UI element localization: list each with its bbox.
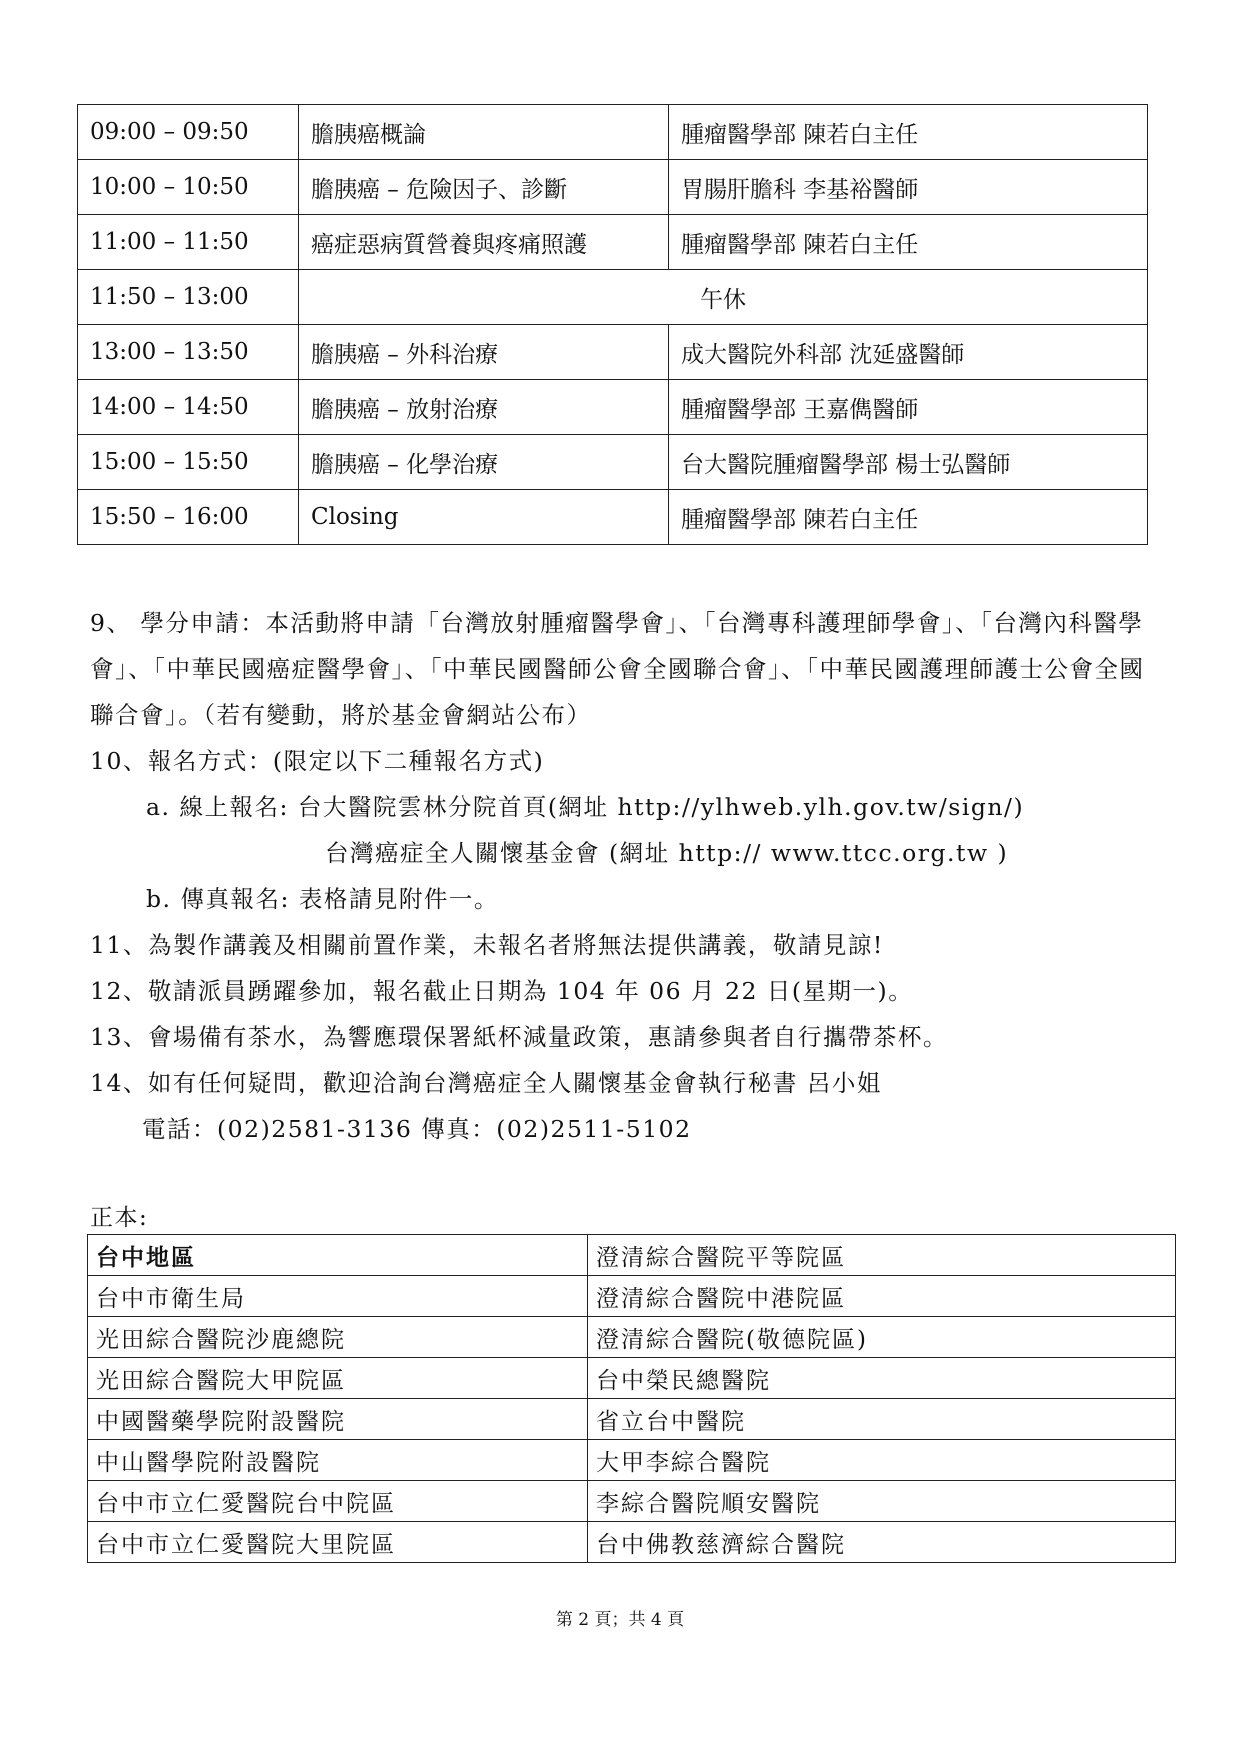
table-row (88, 1358, 1176, 1399)
cc-label: 正本: (90, 1205, 149, 1231)
session-topic: 膽胰癌概論 (299, 105, 669, 160)
session-time: 13:00 – 13:50 (78, 325, 299, 380)
cc-recipient: 省立台中醫院 (588, 1399, 1176, 1440)
notes-section (90, 600, 1150, 1152)
table-row (78, 160, 1148, 215)
table-row (78, 380, 1148, 435)
cc-recipient: 台中榮民總醫院 (588, 1358, 1176, 1399)
note-online-registration-alt: 台灣癌症全人關懷基金會 (網址 http:// www.ttcc.org.tw ) (325, 839, 1009, 867)
table-row (78, 490, 1148, 545)
note-contact: 電話：(02)2581-3136 傳真：(02)2511-5102 (142, 1115, 692, 1143)
session-speaker: 台大醫院腫瘤醫學部 楊士弘醫師 (669, 435, 1148, 490)
session-topic: 膽胰癌 – 放射治療 (299, 380, 669, 435)
table-row (88, 1440, 1176, 1481)
note-registration-method: 10、報名方式：(限定以下二種報名方式) (90, 747, 545, 775)
note-credit-application: 9、 學分申請：本活動將申請「台灣放射腫瘤醫學會」、「台灣專科護理師學會」、「台灣內科醫學會」、「中華民國癌症醫學會」、「中華民國醫師公會全國聯合會」、「中華民國護理師護士公會全國聯合會」。（若有變動，將於基金會網站公布） (90, 609, 1145, 729)
table-row (78, 435, 1148, 490)
session-speaker: 成大醫院外科部 沈延盛醫師 (669, 325, 1148, 380)
session-topic: Closing (299, 490, 669, 545)
note-inquiry: 14、如有任何疑問，歡迎洽詢台灣癌症全人關懷基金會執行秘書 呂小姐 (90, 1069, 882, 1097)
table-row (88, 1235, 1176, 1276)
session-speaker: 腫瘤醫學部 陳若白主任 (669, 105, 1148, 160)
session-time: 15:00 – 15:50 (78, 435, 299, 490)
cc-recipient: 光田綜合醫院大甲院區 (88, 1358, 588, 1399)
table-row (88, 1317, 1176, 1358)
cc-recipient: 中山醫學院附設醫院 (88, 1440, 588, 1481)
cc-recipient: 中國醫藥學院附設醫院 (88, 1399, 588, 1440)
cc-recipient: 澄清綜合醫院(敬德院區) (588, 1317, 1176, 1358)
session-topic: 膽胰癌 – 外科治療 (299, 325, 669, 380)
cc-table (87, 1234, 1176, 1563)
session-time: 09:00 – 09:50 (78, 105, 299, 160)
session-time: 11:00 – 11:50 (78, 215, 299, 270)
table-row (78, 215, 1148, 270)
session-topic: 癌症惡病質營養與疼痛照護 (299, 215, 669, 270)
session-time: 11:50 – 13:00 (78, 270, 299, 325)
note-online-registration: a. 線上報名: 台大醫院雲林分院首頁(網址 http://ylhweb.ylh.gov.tw/sign/) (146, 793, 1025, 821)
table-row (78, 270, 1148, 325)
session-time: 10:00 – 10:50 (78, 160, 299, 215)
table-row (88, 1276, 1176, 1317)
cc-recipient: 李綜合醫院順安醫院 (588, 1481, 1176, 1522)
lunch-break: 午休 (299, 270, 1148, 325)
table-row (78, 325, 1148, 380)
note-handouts: 11、為製作講義及相關前置作業，未報名者將無法提供講義，敬請見諒! (90, 931, 884, 959)
session-topic: 膽胰癌 – 危險因子、診斷 (299, 160, 669, 215)
cc-recipient: 台中佛教慈濟綜合醫院 (588, 1522, 1176, 1563)
cc-region-heading: 台中地區 (88, 1235, 588, 1276)
cc-recipient: 澄清綜合醫院中港院區 (588, 1276, 1176, 1317)
table-row (88, 1522, 1176, 1563)
session-speaker: 腫瘤醫學部 陳若白主任 (669, 215, 1148, 270)
cc-recipient: 光田綜合醫院沙鹿總院 (88, 1317, 588, 1358)
note-fax-registration: b. 傳真報名: 表格請見附件一。 (146, 885, 499, 913)
table-row (78, 105, 1148, 160)
note-deadline: 12、敬請派員踴躍參加，報名截止日期為 104 年 06 月 22 日(星期一)。 (90, 977, 914, 1005)
session-topic: 膽胰癌 – 化學治療 (299, 435, 669, 490)
session-speaker: 腫瘤醫學部 王嘉儁醫師 (669, 380, 1148, 435)
cc-recipient: 台中市衛生局 (88, 1276, 588, 1317)
session-time: 14:00 – 14:50 (78, 380, 299, 435)
session-speaker: 腫瘤醫學部 陳若白主任 (669, 490, 1148, 545)
page-footer: 第 2 頁；共 4 頁 (555, 1610, 685, 1630)
schedule-table (77, 104, 1148, 545)
table-row (88, 1481, 1176, 1522)
note-cups: 13、會場備有茶水，為響應環保署紙杯減量政策，惠請參與者自行攜帶茶杯。 (90, 1023, 948, 1051)
table-row (88, 1399, 1176, 1440)
session-time: 15:50 – 16:00 (78, 490, 299, 545)
cc-recipient: 台中市立仁愛醫院台中院區 (88, 1481, 588, 1522)
cc-recipient: 大甲李綜合醫院 (588, 1440, 1176, 1481)
session-speaker: 胃腸肝膽科 李基裕醫師 (669, 160, 1148, 215)
cc-recipient: 澄清綜合醫院平等院區 (588, 1235, 1176, 1276)
cc-recipient: 台中市立仁愛醫院大里院區 (88, 1522, 588, 1563)
